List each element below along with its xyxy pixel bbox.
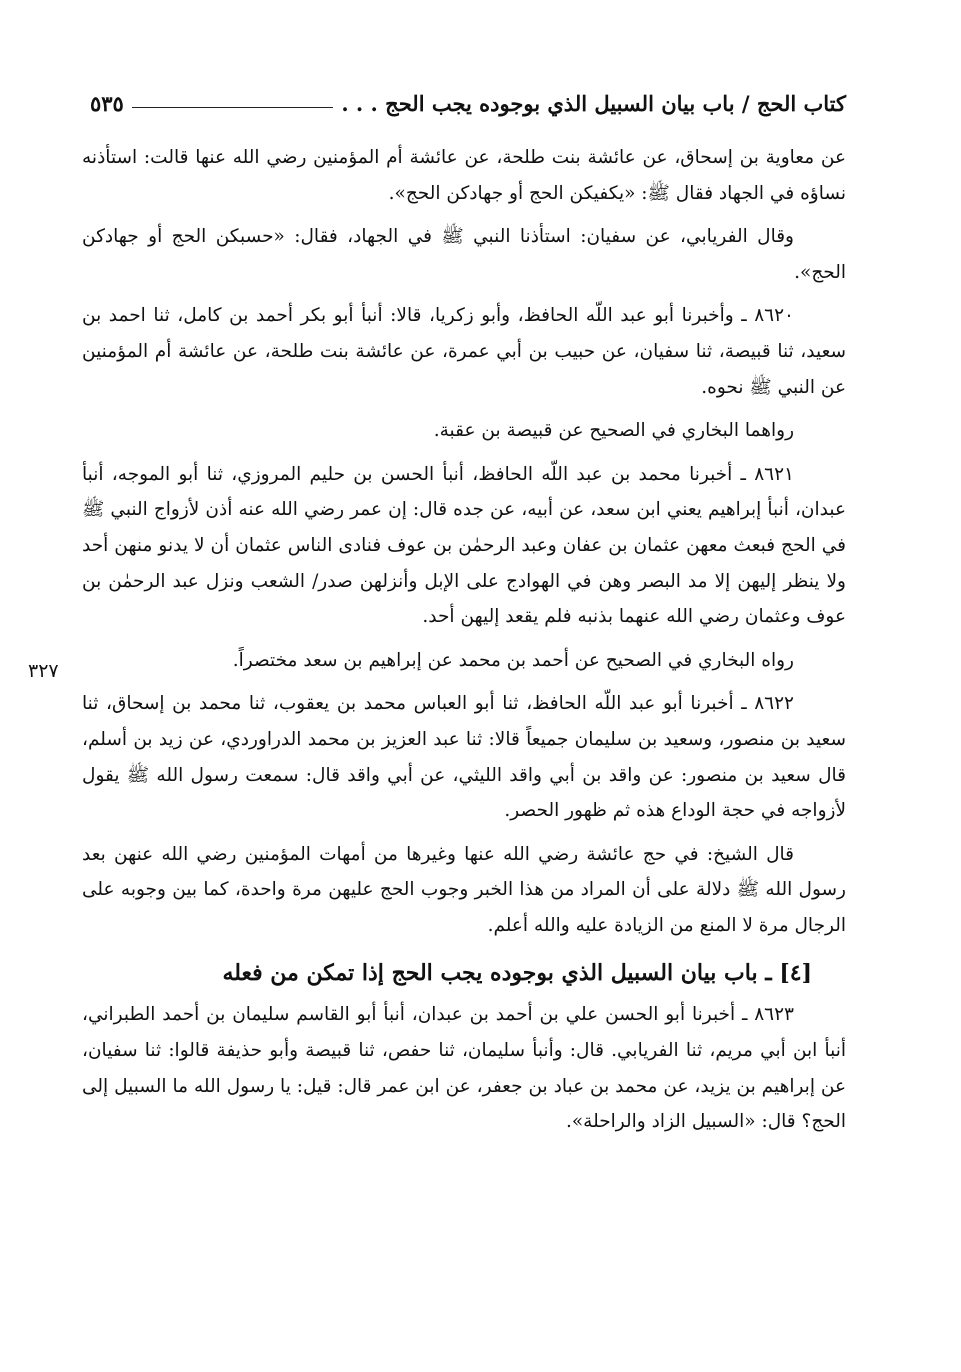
header-title: كتاب الحج / باب بيان السبيل الذي بوجوده يجب الحج . . . [341,90,846,116]
hadith-paragraph: ٨٦٢٠ ـ وأخبرنا أبو عبد اللّه الحافظ، وأبو زكريا، قالا: أنبأ أبو بكر أحمد بن كامل، ثنا احمد بن سعيد، ثنا قبيصة، ثنا سفيان، عن حبيب بن أبي عمرة، عن عائشة بنت طلحة، عن عائشة أم المؤمنين عن النبي ﷺ نحوه. [82,305,846,398]
paragraph: وقال الفريابي، عن سفيان: استأذنا النبي ﷺ في الجهاد، فقال: «حسبكن الحج أو جهادكن الحج». [82,226,846,283]
header-rule [132,107,333,108]
paragraph: رواهما البخاري في الصحيح عن قبيصة بن عقبة. [433,420,794,442]
hadith-paragraph: ٨٦٢١ ـ أخبرنا محمد بن عبد اللّه الحافظ، أنبأ الحسن بن حليم المروزي، ثنا أبو الموجه، أنبأ عبدان، أنبأ إبراهيم يعني ابن سعد، عن أبيه، عن جده قال: إن عمر رضي الله عنه أذن لأزواج النبي ﷺ في الحج فبعث معهن عثمان بن عفان وعبد الرحمٰن بن عوف فنادى الناس عثمان أن لا يدنو منهن أحد ولا ينظر إليهن إلا مد البصر وهن في الهوادج على الإبل وأنزلهن صدر/ الشعب ونزل عبد الرحمٰن بن عوف وعثمان رضي الله عنهما بذنبه فلم يقعد إليهن أحد. [82,463,846,628]
page-number: ٥٣٥ [90,90,124,116]
page-body [82,140,846,1148]
paragraph: قال الشيخ: في حج عائشة رضي الله عنها وغيرها من أمهات المؤمنين رضي الله عنهن بعد رسول الله ﷺ دلالة على أن المراد من هذا الخبر وجوب الحج عليهن مرة واحدة، كما بين وجوبه على الرجال مرة لا المنع من الزيادة عليه والله أعلم. [82,843,846,936]
hadith-paragraph: ٨٦٢٢ ـ أخبرنا أبو عبد اللّه الحافظ، ثنا أبو العباس محمد بن يعقوب، ثنا محمد بن إسحاق، ثنا سعيد بن منصور، وسعيد بن سليمان جميعاً قالا: ثنا عبد العزيز بن محمد الدراوردي، عن زيد بن أسلم، قال سعيد بن منصور: عن واقد بن أبي واقد الليثي، عن أبي واقد قال: سمعت رسول الله ﷺ يقول لأزواجه في حجة الوداع هذه ثم ظهور الحصر. [82,693,846,822]
chapter-heading: [٤] ـ باب بيان السبيل الذي بوجوده يجب الحج إذا تمكن من فعله [222,960,812,987]
margin-page-reference: ٣٢٧ [28,660,59,682]
paragraph: عن معاوية بن إسحاق، عن عائشة بنت طلحة، عن عائشة أم المؤمنين رضي الله عنها قالت: استأذنه نساؤه في الجهاد فقال ﷺ: «يكفيكن الحج أو جهادكن الحج». [82,147,846,204]
paragraph: رواه البخاري في الصحيح عن أحمد بن محمد عن إبراهيم بن سعد مختصراً. [232,649,794,671]
running-header [90,86,846,120]
hadith-paragraph: ٨٦٢٣ ـ أخبرنا أبو الحسن علي بن أحمد بن عبدان، أنبأ أبو القاسم سليمان بن أحمد الطبراني، أنبأ ابن أبي مريم، ثنا الفريابي. قال: وأنبأ سليمان، ثنا حفص، ثنا قبيصة وأبو حذيفة قالوا: ثنا سفيان، عن إبراهيم بن يزيد، عن محمد بن عباد بن جعفر، عن ابن عمر قال: قيل: يا رسول الله ما السبيل إلى الحج؟ قال: «السبيل الزاد والراحلة». [82,1004,846,1133]
